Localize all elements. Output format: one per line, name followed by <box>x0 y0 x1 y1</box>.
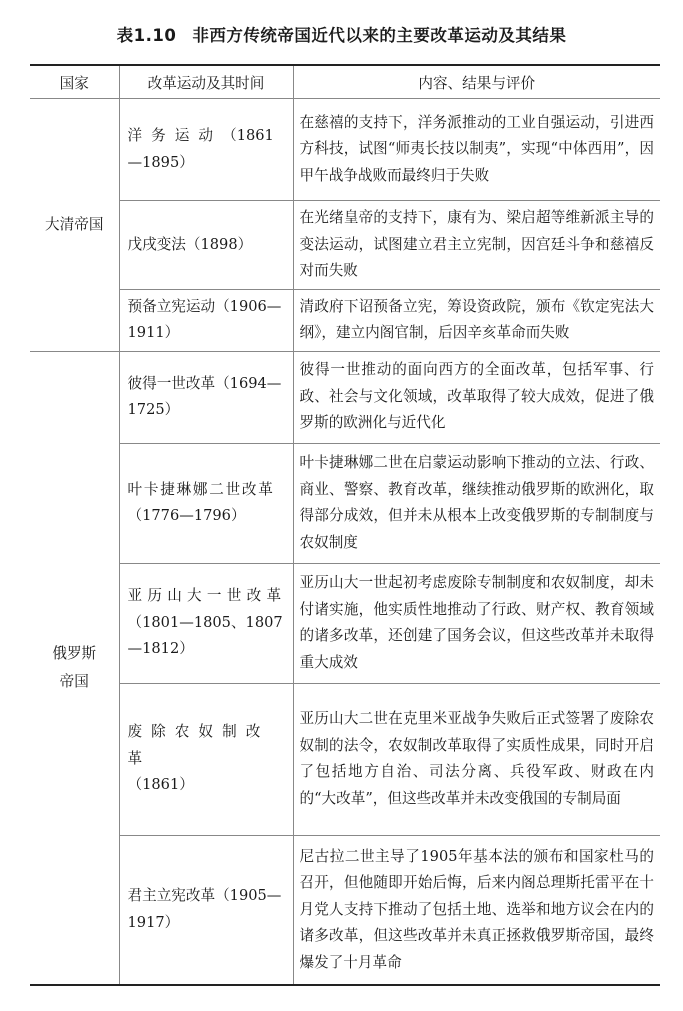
table-number: 表1.10 <box>116 26 177 45</box>
movement-name: 废除农奴制改革 <box>127 723 270 767</box>
table-row <box>30 289 660 351</box>
table-row <box>30 201 660 290</box>
table-row <box>30 99 660 201</box>
movement-name: 预备立宪运动 <box>127 297 216 315</box>
movement-cell <box>119 289 293 351</box>
table-title: 非西方传统帝国近代以来的主要改革运动及其结果 <box>192 26 567 45</box>
movement-name: 洋务运动 <box>127 127 223 144</box>
country-name-line2: 帝国 <box>59 672 89 690</box>
movement-cell <box>119 201 293 290</box>
description-cell: 彼得一世推动的面向西方的全面改革，包括军事、行政、社会与文化领域，改革取得了较大成效，促进了俄罗斯的欧洲化与近代化 <box>293 351 660 443</box>
movement-cell <box>119 835 293 985</box>
country-cell-qing <box>30 99 119 352</box>
description-cell: 在慈禧的支持下，洋务派推动的工业自强运动，引进西方科技，试图“师夷长技以制夷”，实现“中体西用”，因甲午战争战败而最终归于失败 <box>293 99 660 201</box>
header-country: 国家 <box>59 74 89 92</box>
description-cell: 亚历山大一世起初考虑废除专制制度和农奴制度，却未付诸实施，他实质性地推动了行政、财产权、教育领域的诸多改革，还创建了国务会议，但这些改革并未取得重大成效 <box>293 563 660 683</box>
table-row <box>30 835 660 985</box>
country-cell-russia <box>30 351 119 985</box>
movement-cell <box>119 443 293 563</box>
movement-period: （1905—1917） <box>127 887 282 931</box>
description-cell: 亚历山大二世在克里米亚战争失败后正式签署了废除农奴制的法令，农奴制改革取得了实质性成果，同时开启了包括地方自治、司法分离、兵役军政、财政在内的“大改革”，但这些改革并未改变俄国的专制局面 <box>293 683 660 835</box>
header-content: 内容、结果与评价 <box>293 65 660 99</box>
description-cell: 叶卡捷琳娜二世在启蒙运动影响下推动的立法、行政、商业、警察、教育改革，继续推动俄罗斯的欧洲化，取得部分成效，但并未从根本上改变俄罗斯的专制制度与农奴制度 <box>293 443 660 563</box>
description-cell: 清政府下诏预备立宪，筹设资政院，颁布《钦定宪法大纲》，建立内阁官制，后因辛亥革命而失败 <box>293 289 660 351</box>
header-row <box>30 65 660 99</box>
movement-name: 彼得一世改革 <box>127 374 216 392</box>
movement-period: （1898） <box>185 235 253 253</box>
table-row <box>30 443 660 563</box>
header-movement: 改革运动及其时间 <box>119 65 293 99</box>
table-row <box>30 351 660 443</box>
movement-period: （1801—1805、1807—1812） <box>127 613 283 658</box>
movement-name: 君主立宪改革 <box>127 887 216 905</box>
movement-cell <box>119 683 293 835</box>
movement-name: 叶卡捷琳娜二世改革 <box>127 480 275 498</box>
movement-name: 戊戌变法 <box>127 235 186 253</box>
country-name-line1: 俄罗斯 <box>52 644 97 662</box>
country-name: 大清帝国 <box>45 215 104 233</box>
movement-period: （1861） <box>127 776 194 794</box>
movement-cell <box>119 351 293 443</box>
table-caption <box>0 22 683 46</box>
movement-period: （1861—1895） <box>127 127 274 171</box>
reform-table <box>30 64 660 986</box>
description-cell: 在光绪皇帝的支持下，康有为、梁启超等维新派主导的变法运动，试图建立君主立宪制，因宫廷斗争和慈禧反对而失败 <box>293 201 660 290</box>
description-cell: 尼古拉二世主导了1905年基本法的颁布和国家杜马的召开，但他随即开始后悔，后来内阁总理斯托雷平在十月党人支持下推动了包括土地、选举和地方议会在内的诸多改革，但这些改革并未真正拯救俄罗斯帝国，最终爆发了十月革命 <box>293 835 660 985</box>
movement-period: （1694—1725） <box>127 374 282 418</box>
table-row <box>30 563 660 683</box>
movement-period: （1906—1911） <box>127 297 282 341</box>
movement-name: 亚历山大一世改革 <box>127 587 287 605</box>
movement-cell <box>119 563 293 683</box>
table-row <box>30 683 660 835</box>
movement-period: （1776—1796） <box>127 507 246 524</box>
movement-cell <box>119 99 293 201</box>
